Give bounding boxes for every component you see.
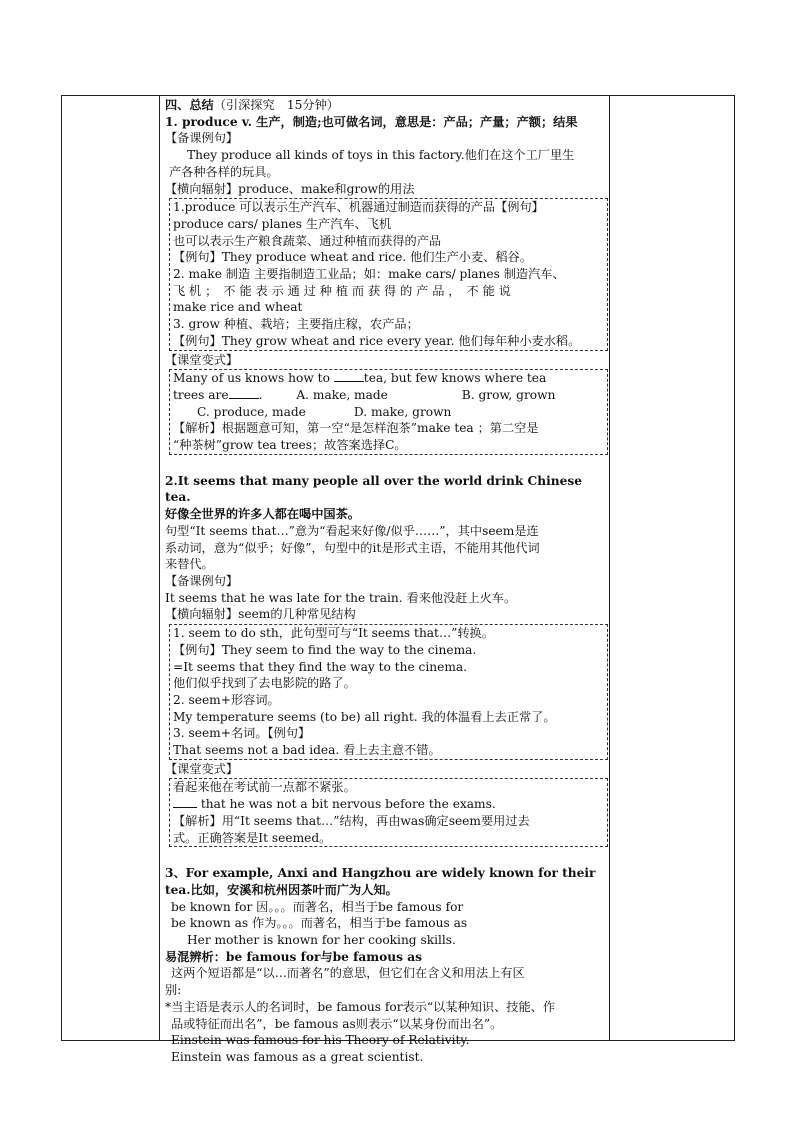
point-2-example: It seems that he was late for the train. 看来他没赶上火车。 — [165, 590, 517, 605]
usage-line: 【例句】They grow wheat and rice every year. 他们每年种小麦水稻。 — [173, 333, 581, 348]
usage-line: 3. grow 种植、栽培；主要指庄稼，农产品； — [173, 317, 419, 332]
seem-line: 他们似乎找到了去电影院的路了。 — [173, 676, 356, 691]
point-2-practice-box — [169, 778, 608, 847]
practice-analysis-cont: “种茶树”grow tea trees；故答案选择C。 — [173, 438, 407, 453]
point-2-example-label: 【备课例句】 — [165, 573, 239, 588]
point-3-example: Her mother is known for her cooking skills. — [187, 933, 456, 948]
point-1-example: They produce all kinds of toys in this factory.他们在这个工厂里生 — [187, 148, 575, 163]
usage-line: 1.produce 可以表示生产汽车、机器通过制造而获得的产品【例句】 — [173, 200, 544, 215]
practice-analysis-cont: 式。正确答案是It seemed。 — [173, 830, 332, 845]
point-1-practice-label: 【课堂变式】 — [165, 352, 239, 367]
answer-blank — [229, 387, 259, 399]
point-3-confuse-title: 易混辨析：be famous for与be famous as — [165, 949, 422, 964]
practice-analysis: 【解析】用“It seems that…”结构，再由was确定seem要用过去 — [173, 813, 530, 828]
usage-line: 【例句】They produce wheat and rice. 他们生产小麦、稻谷。 — [173, 250, 532, 265]
practice-question-cont: trees are . A. make, made B. grow, grown — [173, 387, 556, 402]
column-divider-left — [159, 96, 160, 1040]
point-3-line: be known as 作为。。。而著名，相当于be famous as — [171, 916, 468, 931]
point-1-radiation-label: 【横向辐射】produce、make和grow的用法 — [165, 181, 415, 196]
point-3-desc: *当主语是表示人的名词时，be famous for表示“以某种知识、技能、作 — [165, 999, 556, 1014]
usage-line: 也可以表示生产粮食蔬菜、通过种植而获得的产品 — [173, 233, 442, 248]
usage-line: 飞 机 ； 不 能 表 示 通 过 种 植 而 获 得 的 产 品 ， 不 能 说 — [173, 283, 511, 298]
seem-line: That seems not a bad idea. 看上去主意不错。 — [173, 743, 441, 758]
practice-analysis: 【解析】根据题意可知，第一空“是怎样泡茶”make tea ；第二空是 — [173, 421, 539, 436]
point-3-desc: 这两个短语都是“以…而著名”的意思，但它们在含义和用法上有区 — [171, 966, 525, 981]
practice-question: that he was not a bit nervous before the exams. — [173, 796, 604, 813]
point-3-example: Einstein was famous for his Theory of Relativity. — [171, 1033, 470, 1048]
point-3-desc: 品或特征而出名”，be famous as则表示“以某身份而出名”。 — [171, 1016, 503, 1031]
answer-blank — [334, 370, 364, 382]
option-d: D. make, grown — [353, 404, 452, 419]
option-b: B. grow, grown — [461, 387, 556, 402]
point-2-seem-box — [169, 624, 608, 760]
usage-line: produce cars/ planes 生产汽车、飞机 — [173, 216, 392, 231]
seem-line: =It seems that they find the way to the cinema. — [173, 659, 468, 674]
point-2-title-cn: 好像全世界的许多人都在喝中国茶。 — [165, 507, 360, 522]
practice-question: Many of us knows how to tea, but few knows where tea — [173, 371, 547, 386]
point-1-example-label: 【备课例句】 — [165, 131, 239, 146]
summary-cell — [165, 97, 608, 1064]
practice-options — [173, 404, 604, 421]
point-2-radiation-label: 【横向辐射】seem的几种常见结构 — [165, 607, 356, 622]
point-3-title: 3、For example, Anxi and Hangzhou are widely known for their — [165, 866, 596, 881]
usage-line: 2. make 制造 主要指制造工业品；如：make cars/ planes 制造汽车、 — [173, 267, 565, 282]
seem-line: 2. seem+形容词。 — [173, 692, 280, 707]
point-3-line: be known for 因。。。而著名，相当于be famous for — [171, 899, 464, 914]
section-heading: 四、总结（引深探究 15分钟） — [165, 98, 339, 112]
usage-line: make rice and wheat — [173, 300, 303, 315]
point-2-practice-label: 【课堂变式】 — [165, 761, 239, 776]
point-3-title-cont: tea.比如，安溪和杭州因茶叶而广为人知。 — [165, 882, 398, 897]
point-2-title: 2.It seems that many people all over the world drink Chinese tea. — [165, 473, 582, 505]
point-2-desc: 来替代。 — [165, 557, 214, 572]
option-c: C. produce, made — [197, 404, 306, 419]
point-2-desc: 句型“It seems that…”意为“看起来好像/似乎……”，其中seem是连 — [165, 523, 539, 538]
answer-blank — [173, 796, 197, 808]
seem-line: 1. seem to do sth，此句型可与“It seems that…”转换。 — [173, 626, 494, 641]
point-3-example: Einstein was famous as a great scientist. — [171, 1049, 424, 1064]
practice-prompt: 看起来他在考试前一点都不紧张。 — [173, 780, 356, 795]
point-2-desc: 系动词，意为“似乎；好像”，句型中的it是形式主语，不能用其他代词 — [165, 540, 540, 555]
seem-line: 3. seem+名词。【例句】 — [173, 726, 311, 741]
point-1-usage-box — [169, 198, 608, 350]
option-a: A. make, made — [296, 387, 388, 402]
point-3-desc: 别: — [165, 983, 182, 998]
seem-line: My temperature seems (to be) all right. 我的体温看上去正常了。 — [173, 709, 556, 724]
point-1-title: 1. produce v. 生产，制造;也可做名词，意思是：产品；产量；产额；结果 — [165, 114, 578, 129]
column-divider-right — [609, 96, 610, 1040]
point-1-practice-box — [169, 369, 608, 455]
seem-line: 【例句】They seem to find the way to the cinema. — [173, 642, 477, 657]
point-1-example-cont: 产各种各样的玩具。 — [169, 164, 279, 179]
